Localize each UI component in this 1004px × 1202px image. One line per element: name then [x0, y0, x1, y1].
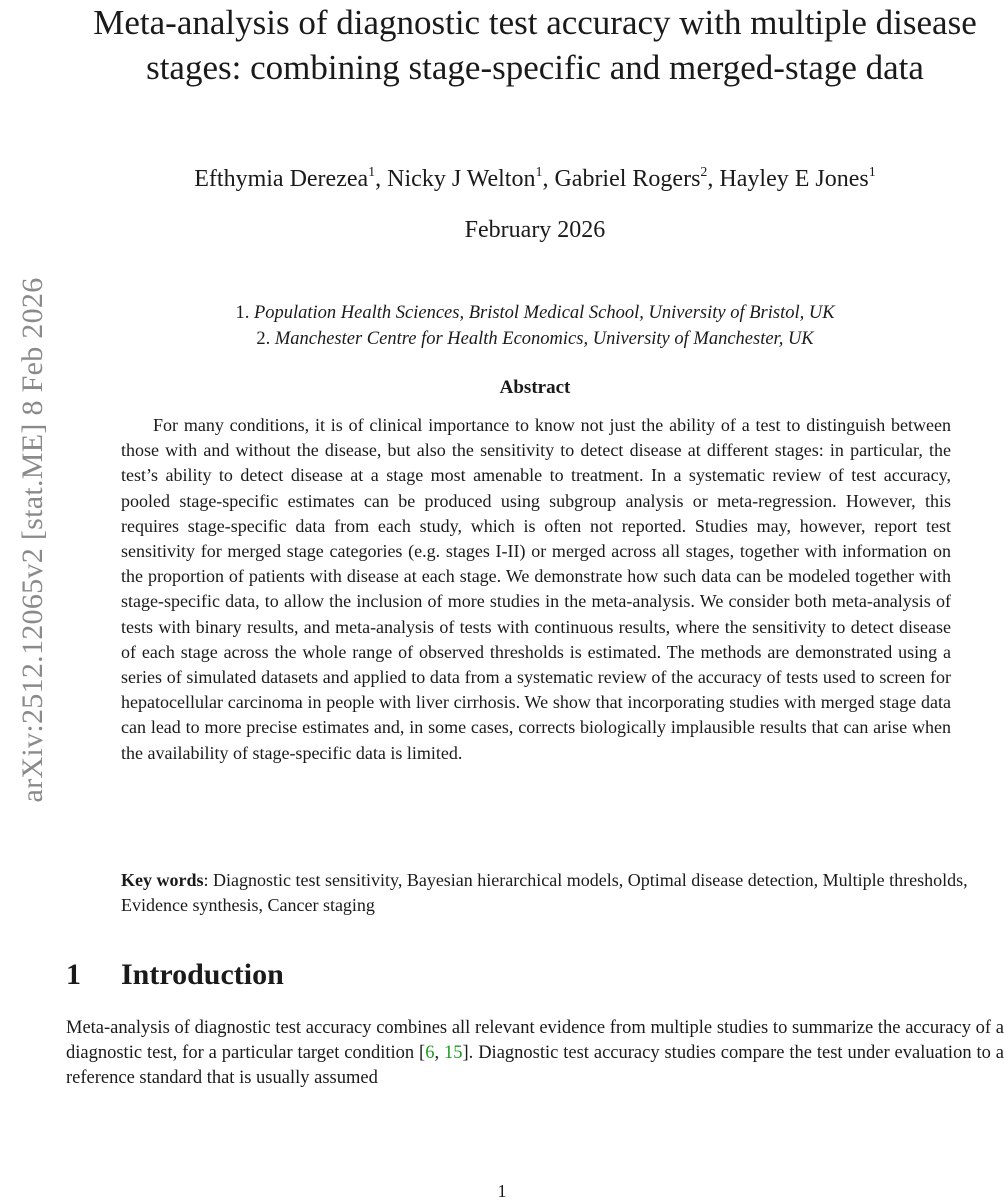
page-number: 1: [497, 1181, 507, 1201]
affiliation-number: 1.: [235, 303, 250, 323]
author-affiliation-mark: 1: [868, 165, 876, 180]
author-affiliation-mark: 1: [368, 165, 376, 180]
section-heading: [66, 955, 284, 995]
author-name: Gabriel Rogers: [554, 166, 701, 192]
intro-paragraph: Meta-analysis of diagnostic test accuracy combines all relevant evidence from multiple studies to summarize the accuracy of a diagnostic test, for a particular target condition [6, 15]. Diagnostic test accuracy studies compare the test under evaluation to a reference standard that is usually assumed: [66, 1018, 1004, 1089]
citation-link[interactable]: 6: [425, 1043, 435, 1064]
author-affiliation-mark: 1: [535, 165, 543, 180]
author-list: Efthymia Derezea$^1$, Nicky J Welton$^1$, Gabriel Rogers$^2$, Hayley E Jones$^1$: [194, 165, 876, 192]
affiliation-line: [70, 300, 1000, 326]
arxiv-identifier: arXiv:2512.12065v2 [stat.ME] 8 Feb 2026: [16, 277, 49, 803]
section-title: Introduction: [121, 958, 284, 991]
abstract-heading: Abstract: [499, 377, 571, 398]
section-number: 1: [66, 958, 81, 991]
affiliation-name: Manchester Centre for Health Economics, University of Manchester, UK: [274, 329, 814, 349]
affiliations: [70, 300, 1000, 352]
paper-title: Meta-analysis of diagnostic test accuracy with multiple disease stages: combining stage-specific and merged-stage data: [93, 3, 977, 87]
citation-link[interactable]: 15: [444, 1043, 463, 1064]
keywords-text: : Diagnostic test sensitivity, Bayesian hierarchical models, Optimal disease detection, Multiple thresholds, Evidence synthesis, Cancer staging: [121, 870, 968, 916]
abstract-text: For many conditions, it is of clinical importance to know not just the ability of a test to distinguish between those with and without the disease, but also the sensitivity to detect disease at different stages: in particular, the test’s ability to detect disease at a stage most amenable to treatment. In a systematic review of test accuracy, pooled stage-specific estimates can be produced using subgroup analysis or meta-regression. However, this requires stage-specific data from each study, which is often not reported. Studies may, however, report test sensitivity for merged stage categories (e.g. stages I-II) or merged across all stages, together with information on the proportion of patients with disease at each stage. We demonstrate how such data can be modeled together with stage-specific data, to allow the inclusion of more studies in the meta-analysis. We consider both meta-analysis of tests with binary results, and meta-analysis of tests with continuous results, where the sensitivity to detect disease of each stage across the whole range of observed thresholds is estimated. The methods are demonstrated using a series of simulated datasets and applied to data from a systematic review of the accuracy of tests used to screen for hepatocellular carcinoma in people with liver cirrhosis. We show that incorporating studies with merged stage data can lead to more precise estimates and, in some cases, corrects biologically implausible results that can arise when the availability of stage-specific data is limited.: [121, 415, 951, 763]
author-name: Hayley E Jones: [719, 166, 869, 192]
affiliation-number: 2.: [256, 329, 271, 349]
author-affiliation-mark: 2: [700, 165, 708, 180]
author-name: Efthymia Derezea: [194, 166, 369, 192]
affiliation-name: Population Health Sciences, Bristol Medical School, University of Bristol, UK: [253, 303, 835, 323]
publication-date: February 2026: [464, 217, 606, 243]
keywords: [121, 868, 971, 918]
keywords-label: Key words: [121, 870, 204, 890]
author-name: Nicky J Welton: [387, 166, 536, 192]
affiliation-line: [70, 326, 1000, 352]
